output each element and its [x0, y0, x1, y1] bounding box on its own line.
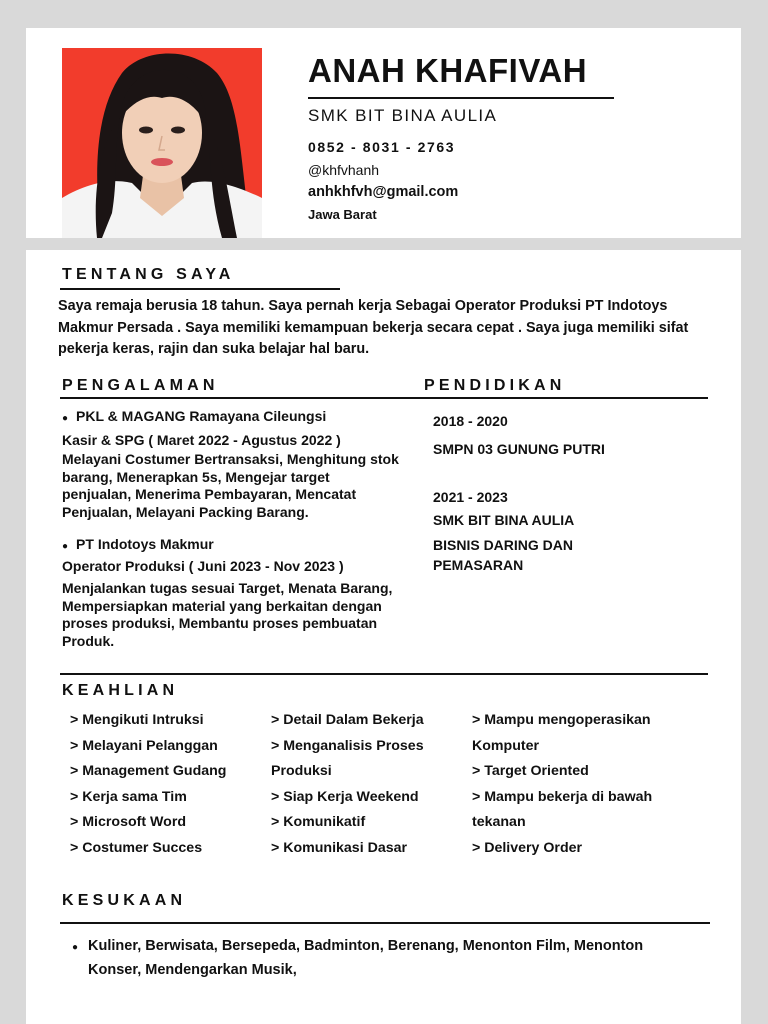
experience-role: Kasir & SPG ( Maret 2022 - Agustus 2022 ): [62, 431, 341, 448]
education-major: BISNIS DARING DAN PEMASARAN: [433, 537, 574, 573]
skills-top-divider: [60, 673, 708, 675]
hobbies-list: [72, 934, 672, 982]
skill-item: Produksi: [271, 763, 332, 780]
experience-item: [62, 536, 402, 650]
skill-item: > Mampu bekerja di bawah: [472, 788, 653, 805]
experience-company: PKL & MAGANG Ramayana Cileungsi: [76, 408, 327, 424]
skill-item: > Management Gudang: [70, 763, 227, 780]
education-years: 2021 - 2023: [433, 489, 508, 505]
experience-description: Menjalankan tugas sesuai Target, Menata Barang, Mempersiapkan material yang berkaitan dengan proses produksi, Membantu proses pembuatan Produk.: [62, 580, 393, 649]
bullet-icon: ●: [72, 942, 79, 953]
skill-item: > Target Oriented: [472, 763, 589, 780]
education-school: SMPN 03 GUNUNG PUTRI: [433, 441, 605, 457]
bullet-icon: ●: [62, 541, 69, 552]
experience-divider: [60, 397, 708, 399]
skill-item: > Menganalisis Proses: [271, 737, 424, 754]
skills-column-1: [70, 708, 226, 862]
social-handle: @khfvhanh: [308, 162, 380, 178]
skill-item: > Costumer Succes: [70, 839, 203, 856]
skill-item: > Delivery Order: [472, 839, 583, 856]
about-text: Saya remaja berusia 18 tahun. Saya pernah kerja Sebagai Operator Produksi PT Indotoys Makmur Persada . Saya memiliki kemampuan bekerja secara cepat . Saya juga memiliki sifat pekerja keras, rajin dan suka belajar hal baru.: [58, 298, 689, 357]
phone-number: 0852 - 8031 - 2763: [308, 139, 456, 155]
experience-description: Melayani Costumer Bertransaksi, Menghitung stok barang, Menerapkan 5s, Mengejar target penjualan, Menerima Pembayaran, Mencatat Penjualan, Melayani Packing Barang.: [62, 451, 399, 520]
experience-item: [62, 408, 402, 521]
hobbies-row: [72, 934, 672, 982]
skill-item: > Siap Kerja Weekend: [271, 788, 419, 805]
skill-item: > Microsoft Word: [70, 814, 187, 831]
hobbies-divider: [60, 922, 710, 924]
skill-item: > Melayani Pelanggan: [70, 737, 218, 754]
skill-item: > Detail Dalam Bekerja: [271, 712, 424, 728]
region: Jawa Barat: [308, 207, 377, 222]
profile-photo: [62, 48, 262, 238]
skill-item: > Komunikasi Dasar: [271, 839, 408, 856]
portrait-illustration: [62, 48, 262, 238]
person-name: ANAH KHAFIVAH: [308, 52, 588, 89]
skill-item: > Kerja sama Tim: [70, 788, 187, 805]
skill-item: > Mampu mengoperasikan: [472, 712, 651, 728]
skills-column-2: [271, 708, 424, 862]
skills-column-3: [472, 708, 652, 862]
about-divider: [60, 288, 340, 290]
skill-item: > Komunikatif: [271, 814, 366, 831]
skill-item: tekanan: [472, 814, 526, 831]
hobbies-text: Kuliner, Berwisata, Bersepeda, Badminton, Berenang, Menonton Film, Menonton Konser, Mendengarkan Musik,: [88, 938, 644, 978]
skill-item: > Mengikuti Intruksi: [70, 712, 204, 728]
skills-title: KEAHLIAN: [62, 682, 179, 699]
bullet-icon: ●: [62, 413, 69, 424]
skill-item: Komputer: [472, 737, 539, 754]
education-title: PENDIDIKAN: [424, 377, 566, 394]
education-years: 2018 - 2020: [433, 413, 508, 429]
education-school: SMK BIT BINA AULIA: [433, 512, 575, 528]
school-name: SMK BIT BINA AULIA: [308, 106, 498, 125]
email-address: anhkhfvh@gmail.com: [308, 184, 459, 200]
about-title: TENTANG SAYA: [62, 266, 235, 283]
name-divider: [308, 97, 614, 99]
experience-company: PT Indotoys Makmur: [76, 536, 214, 552]
experience-company-row: [62, 408, 402, 428]
experience-role: Operator Produksi ( Juni 2023 - Nov 2023 ): [62, 557, 344, 574]
hobbies-title: KESUKAAN: [62, 892, 187, 909]
experience-company-row: [62, 536, 402, 556]
experience-title: PENGALAMAN: [62, 377, 219, 394]
